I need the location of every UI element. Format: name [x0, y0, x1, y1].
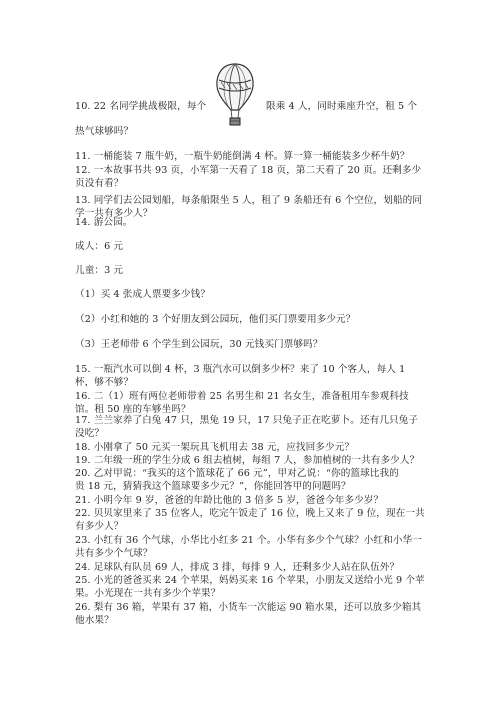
q21-line1: 21. 小明今年 9 岁，爸爸的年龄比他的 3 倍多 5 岁，爸爸今年多少岁？	[75, 495, 384, 506]
q20-line2: 贵 18 元，猜猜我这个篮球要多少元？”，你能回答甲的问题吗？	[75, 481, 351, 492]
q26-line1: 26. 梨有 36 箱，苹果有 37 箱，小货车一次能运 90 箱水果，还可以放多少箱其	[75, 602, 422, 613]
q12-line2: 页没有看？	[75, 178, 124, 189]
q22-line1: 22. 贝贝家里来了 35 位客人，吃完午饭走了 16 位，晚上又来了 9 位，现在一共	[75, 508, 425, 519]
q14-adult-price: 成人：6 元	[75, 241, 124, 252]
q25-line1: 25. 小光的爸爸买来 24 个苹果，妈妈买来 16 个苹果，小朋友又送给小光 9 个苹	[75, 575, 425, 586]
q14-sub3: （3）王老师带 6 个学生到公园玩，30 元钱买门票够吗？	[75, 339, 323, 350]
q17-line2: 没吃？	[75, 428, 105, 439]
q19-line1: 19. 二年级一班的学生分成 6 组去植树，每组 7 人，参加植树的一共有多少人？	[75, 455, 420, 466]
q16-line2: 馆。租 50 座的车够坐吗？	[75, 404, 191, 415]
q14-sub1: （1）买 4 张成人票要多少钱？	[75, 289, 211, 300]
q10-line2: 热气球够吗？	[75, 126, 134, 137]
q18-line1: 18. 小刚拿了 50 元买一架玩具飞机用去 38 元，应找回多少元？	[75, 442, 355, 453]
q26-line2: 他水果？	[75, 615, 114, 626]
q14-title: 14. 游公园。	[75, 217, 133, 228]
q25-line2: 果。小光现在一共有多少个苹果？	[75, 588, 221, 599]
q20-line1: 20. 乙对甲说：“我买的这个篮球花了 66 元”，甲对乙说：“你的篮球比我的	[75, 468, 399, 479]
q10-line1-part1: 10. 22 名同学挑战极限，每个	[75, 101, 207, 112]
q17-line1: 17. 兰兰家养了白兔 47 只，黑兔 19 只，17 只兔子正在吃萝卜。还有几只兔子	[75, 415, 419, 426]
q22-line2: 有多少人？	[75, 521, 124, 532]
q13-line1: 13. 同学们去公园划船，每条船限坐 5 人，租了 9 条船还有 6 个空位，划船的同	[75, 195, 423, 206]
q10-line1-part2: 限乘 4 人，同时乘座升空，租 5 个	[266, 101, 418, 112]
q16-line1: 16. 二（1）班有两位老师带着 25 名男生和 21 名女生，准备租用车参观科技	[75, 391, 409, 402]
q24-line1: 24. 足球队有队员 69 人，排成 3 排，每排 9 人，还剩多少人站在队伍外？	[75, 562, 400, 573]
q15-line1: 15. 一瓶汽水可以倒 4 杯，3 瓶汽水可以倒多少杯？来了 10 个客人，每人 1	[75, 364, 406, 375]
hot-air-balloon-image	[212, 58, 258, 128]
q23-line2: 共有多少个气球？	[75, 548, 153, 559]
q13-line2: 学一共有多少人？	[75, 208, 153, 219]
q14-sub2: （2）小红和她的 3 个好朋友到公园玩，他们买门票要用多少元？	[75, 314, 356, 325]
q14-child-price: 儿童：3 元	[75, 265, 124, 276]
q12-line1: 12. 一本故事书共 93 页，小军第一天看了 18 页，第二天看了 20 页。还剩多少	[75, 165, 422, 176]
q23-line1: 23. 小红有 36 个气球，小华比小红多 21 个。小华有多少个气球？小红和小华一	[75, 535, 422, 546]
q11-line1: 11. 一桶能装 7 瓶牛奶，一瓶牛奶能倒满 4 杯。算一算一桶能装多少杯牛奶？	[75, 151, 410, 162]
q15-line2: 杯，够不够？	[75, 377, 134, 388]
